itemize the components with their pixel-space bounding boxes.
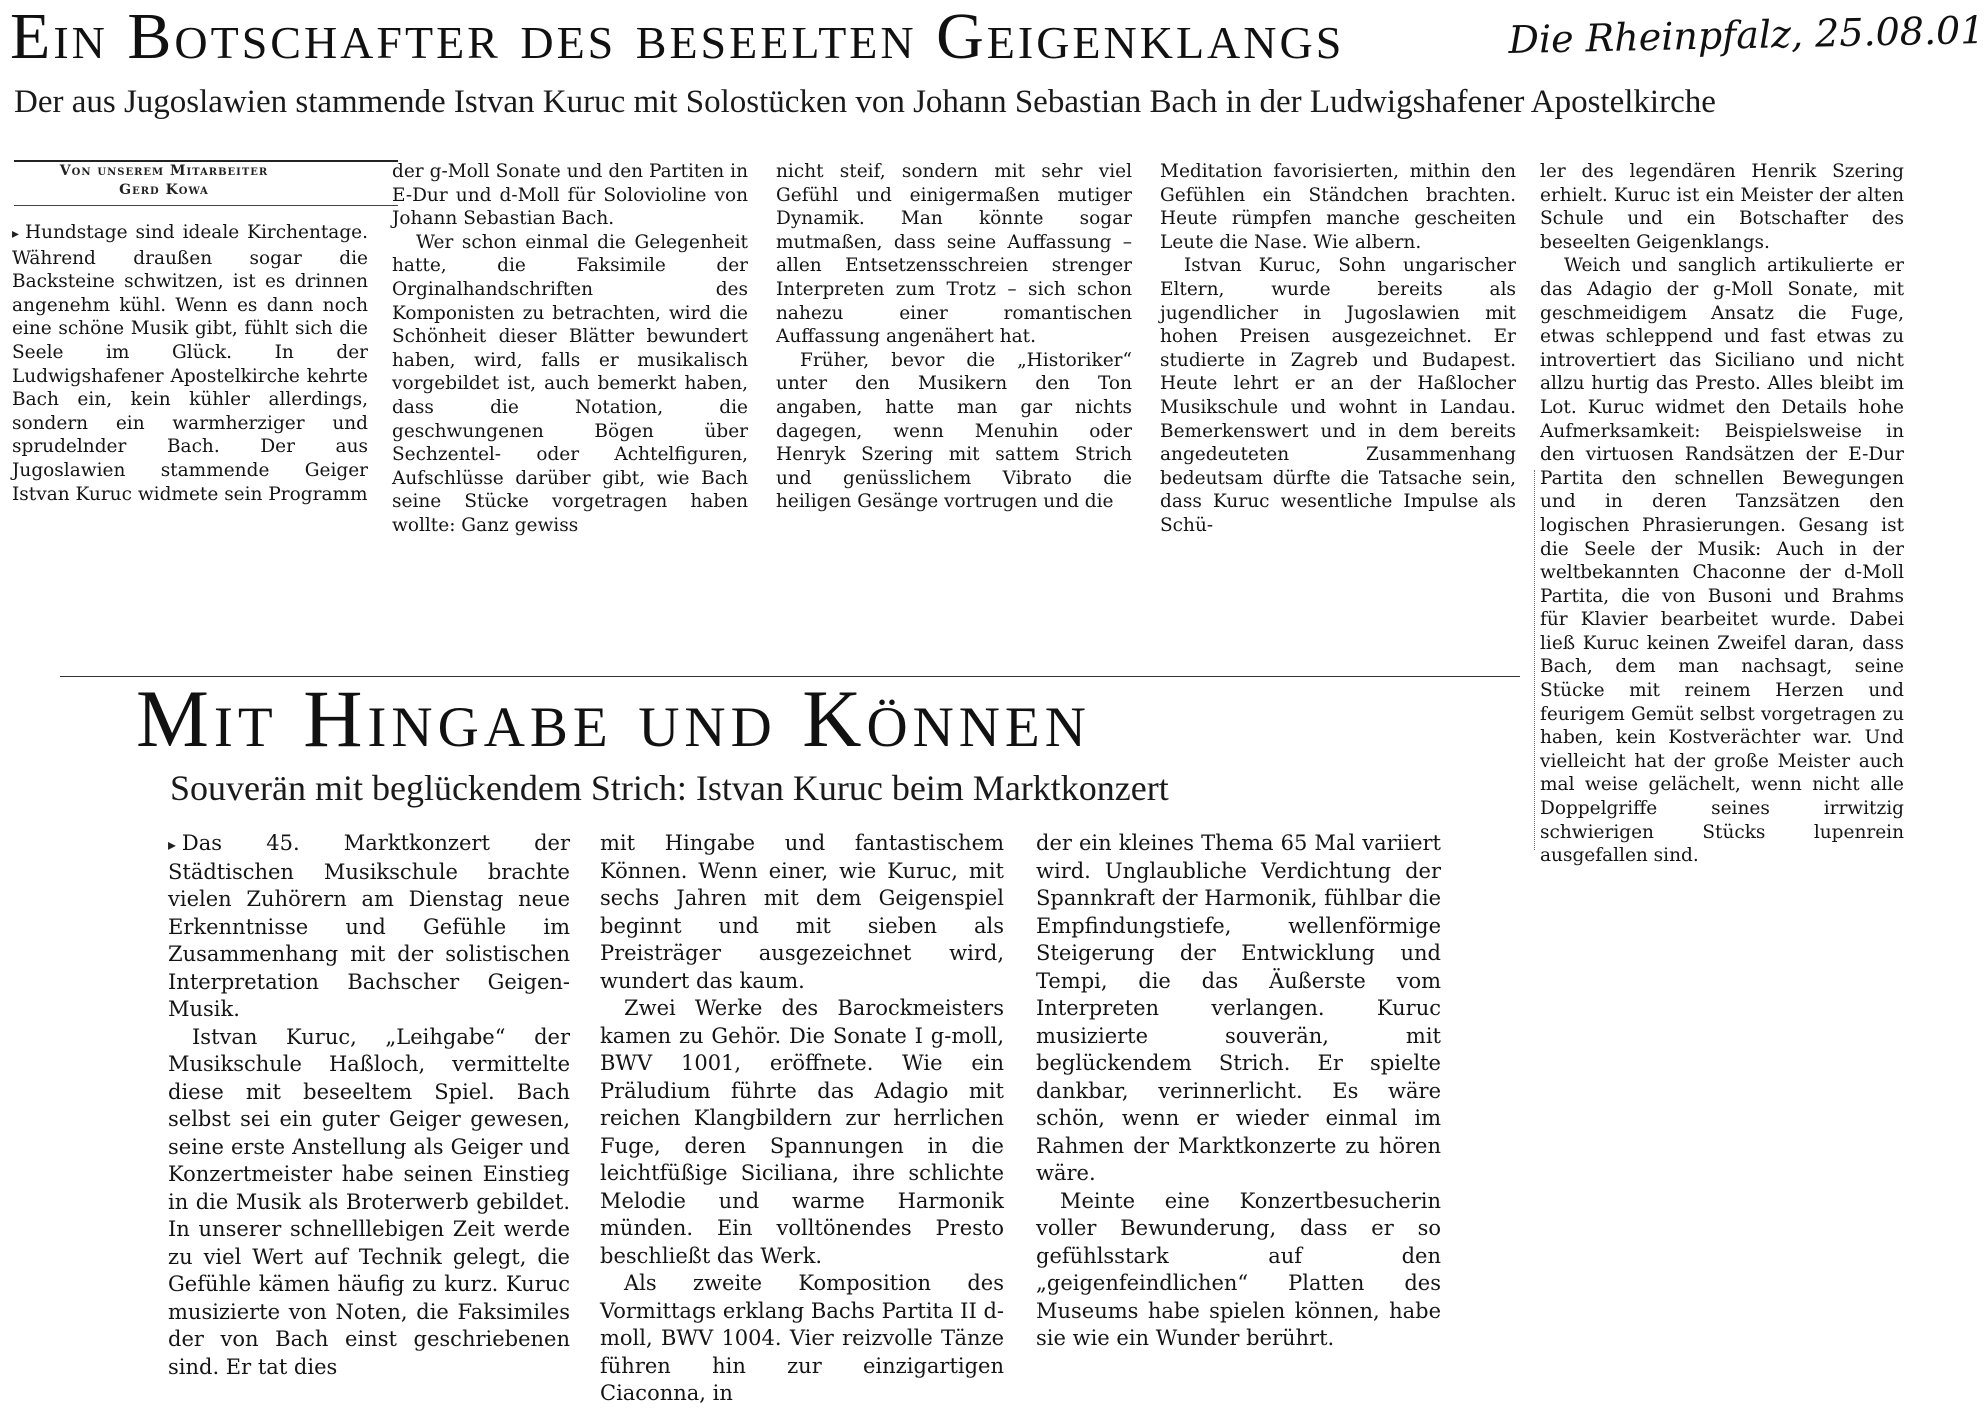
paragraph [168, 830, 570, 1024]
paragraph: der g-Moll Sonate und den Partiten in E-Dur und d-Moll für Solovioline von Johann Sebastian Bach. [392, 161, 748, 230]
article-1-column-5 [1540, 160, 1904, 868]
paragraph: Wer schon einmal die Gelegenheit hatte, die Faksimile der Orginalhandschriften des Komponisten zu betrachten, wird die Schönheit dieser Blätter bewundert haben, wird, falls er musikalisch vorgebildet ist, auch bemerkt haben, dass die Notation, die geschwungenen Bögen über Sechzentel- oder Achtelfiguren, Aufschlüsse darüber gibt, wie Bach seine Stücke vorgetragen haben wollte: Ganz gewiss [392, 231, 748, 536]
paragraph [12, 221, 368, 506]
byline-author: Gerd Kowa [119, 182, 209, 198]
column-divider [1534, 470, 1535, 850]
paragraph: Istvan Kuruc, Sohn ungarischer Eltern, wurde bereits als jugendlicher in Jugoslawien mit hohen Preisen ausgezeichnet. Er studierte in Zagreb und Budapest. Heute lehrt er an der Haßlocher Musikschule und wohnt in Landau. Bemerkenswert und in dem bereits angedeuteten Zusammenhang bedeutsam dürfte die Tatsache sein, dass Kuruc wesentliche Impulse als Schü- [1160, 255, 1516, 536]
article-1-column-4 [1160, 160, 1516, 538]
paragraph-marker-icon: ▸ [168, 835, 176, 854]
paragraph: nicht steif, sondern mit sehr viel Gefühl und einigermaßen mutiger Dynamik. Man könnte sogar mutmaßen, dass seine Auffassung – allen Entsetzensschreien strenger Interpreten zum Trotz – sich schon nahezu einer romantischen Auffassung angenähert hat. [776, 161, 1132, 348]
paragraph: Früher, bevor die „Historiker“ unter den Musikern den Ton angaben, hatte man gar nichts dagegen, wenn Menuhin oder Henryk Szering mit sattem Strich und genüsslichem Vibrato die heiligen Gesänge vortrugen und die [776, 349, 1132, 513]
handwritten-dateline: Die Rheinpfalz, 25.08.01 [1508, 8, 1985, 62]
paragraph: der ein kleines Thema 65 Mal variiert wird. Unglaubliche Verdichtung der Spannkraft der Harmonik, fühlbar die Empfindungstiefe, wellenförmige Steigerung der Entwicklung und Tempi, die das Äußerste vom Interpreten verlangen. Kuruc musizierte souverän, mit beglückendem Strich. Er spielte dankbar, verinnerlicht. Es wäre schön, wenn er wieder einmal im Rahmen der Marktkonzerte zu hören wäre. [1036, 831, 1441, 1185]
paragraph: Als zweite Komposition des Vormittags erklang Bachs Partita II d-moll, BWV 1004. Vier reizvolle Tänze führen hin zur einzigartigen Ciaconna, in [600, 1271, 1004, 1405]
article-2-subheadline: Souverän mit beglückendem Strich: Istvan Kuruc beim Marktkonzert [170, 768, 1169, 808]
paragraph: mit Hingabe und fantastischem Können. Wenn einer, wie Kuruc, mit sechs Jahren mit dem Geigenspiel beginnt und mit sieben als Preisträger ausgezeichnet wird, wundert das kaum. [600, 831, 1004, 993]
article-1-column-3 [776, 160, 1132, 514]
article-2-column-1 [168, 830, 570, 1381]
article-1-column-2 [392, 160, 748, 538]
article-2-column-3 [1036, 830, 1441, 1353]
paragraph-text: Das 45. Marktkonzert der Städtischen Musikschule brachte vielen Zuhörern am Dienstag neue Erkenntnisse und Gefühle im Zusammenhang mit der solistischen Interpretation Bachscher Geigen-Musik. [168, 831, 570, 1021]
paragraph: Weich und sanglich artikulierte er das Adagio der g-Moll Sonate, mit geschmeidigem Ansatz die Fuge, etwas schleppend und fast etwas zu introvertiert das Siciliano und nicht allzu hurtig das Presto. Alles bleibt im Lot. Kuruc widmet den Details hohe Aufmerksamkeit: Beispielsweise in den virtuosen Randsätzen der E-Dur Partita den schnellen Bewegungen und in deren Tanzsätzen den logischen Phrasierungen. Gesang ist die Seele der Musik: Auch in der weltbekannten Chaconne der d-Moll Partita, die von Busoni und Brahms für Klavier bearbeitet wurde. Dabei ließ Kuruc keinen Zweifel daran, dass Bach, dem man nachsagt, seine Stücke mit reinem Herzen und feurigem Gemüt selbst vorgetragen zu haben, kein Kostverächter war. Und vielleicht hat der große Meister auch mal weise gelächelt, wenn nicht alle Doppelgriffe seines irrwitzig schwierigen Stücks lupenrein ausgefallen sind. [1540, 255, 1904, 867]
article-1-headline: Ein Botschafter des beseelten Geigenklangs [10, 0, 1345, 73]
paragraph: Istvan Kuruc, „Leihgabe“ der Musikschule Haßloch, vermittelte diese mit beseeltem Spiel. Bach selbst sei ein guter Geiger gewesen, seine erste Anstellung als Geiger und Konzertmeister habe seinen Einstieg in die Musik als Broterwerb gebildet. In unserer schnelllebigen Zeit werde zu viel Wert auf Technik gelegt, die Gefühle kämen häufig zu kurz. Kuruc musizierte von Noten, die Faksimiles der von Bach einst geschriebenen sind. Er tat dies [168, 1024, 570, 1379]
byline-role: Von unserem Mitarbeiter [59, 163, 269, 179]
article-1-column-1 [12, 221, 368, 506]
paragraph-text: Hundstage sind ideale Kirchentage. Während draußen sogar die Backsteine schwitzen, ist es drinnen angenehm kühl. Wenn es dann noch eine schöne Musik gibt, fühlt sich die Seele im Glück. In der Ludwigshafener Apostelkirche kehrte Bach ein, kein kühler allerdings, sondern ein warmherziger und sprudelnder Bach. Der aus Jugoslawien stammende Geiger Istvan Kuruc widmete sein Programm [12, 222, 368, 505]
paragraph: Meditation favorisierten, mithin den Gefühlen ein Ständchen brachten. Heute rümpfen manche gescheiten Leute die Nase. Wie albern. [1160, 161, 1516, 253]
article-2-column-2 [600, 830, 1004, 1408]
byline [14, 162, 314, 200]
paragraph: Meinte eine Konzertbesucherin voller Bewunderung, dass er so gefühlsstark auf den „geigenfeindlichen“ Platten des Museums habe spielen können, habe sie wie ein Wunder berührt. [1036, 1188, 1441, 1350]
article-2-headline: Mit Hingabe und Können [136, 673, 1091, 764]
paragraph: Zwei Werke des Barockmeisters kamen zu Gehör. Die Sonate I g-moll, BWV 1001, eröffnete. Wie ein Präludium führte das Adagio mit reichen Klangbildern zur herrlichen Fuge, deren Spannungen in die leichtfüßige Siciliana, ihre schlichte Melodie und warme Harmonik münden. Ein volltönendes Presto beschließt das Werk. [600, 996, 1004, 1268]
byline-bottom-rule [14, 205, 398, 206]
paragraph-marker-icon: ▸ [12, 226, 19, 242]
paragraph: ler des legendären Henrik Szering erhielt. Kuruc ist ein Meister der alten Schule und ein Botschafter des beseelten Geigenklangs. [1540, 161, 1904, 253]
article-1-subheadline: Der aus Jugoslawien stammende Istvan Kuruc mit Solostücken von Johann Sebastian Bach in der Ludwigshafener Apostelkirche [14, 84, 1716, 120]
